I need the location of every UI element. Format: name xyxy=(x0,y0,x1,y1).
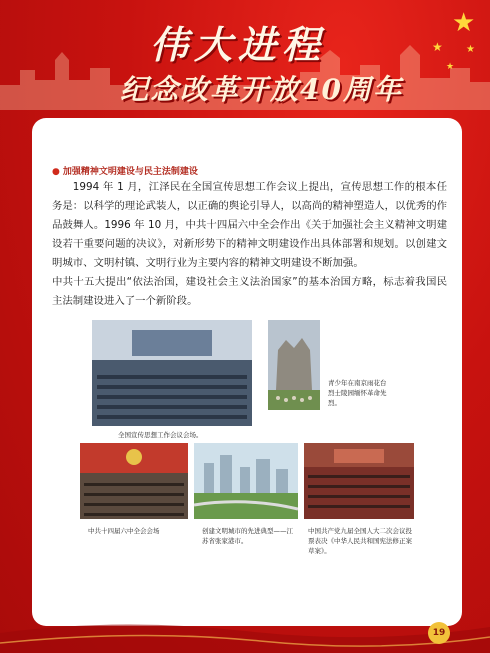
photo-caption: 青少年在南京雨花台烈士陵园缅怀革命先烈。 xyxy=(328,379,387,407)
page-number: 19 xyxy=(428,622,450,644)
page-header xyxy=(0,0,490,120)
star-icon: ★ xyxy=(446,62,455,72)
bullet-icon: ● xyxy=(52,167,60,177)
paragraph: 1994 年 1 月，江泽民在全国宣传思想工作会议上提出，宣传思想工作的根本任务是：以科学的理论武装人，以正确的舆论引导人，以高尚的精神塑造人，以优秀的作品鼓舞人。1996 年 10 月，中共十四届六中全会作出《关于加强社会主义精神文明建设若干重要问题的决议》，对新形势下的精神文明建设作出具体部署和规划。以创建文明城市、文明村镇、文明行业为主要内容的精神文明建设不断加强。 xyxy=(52,181,447,269)
star-icon: ★ xyxy=(452,8,476,38)
article-body xyxy=(52,178,447,311)
photo-memorial xyxy=(268,320,320,410)
bottom-wave-decoration xyxy=(0,613,490,653)
photo-caption: 创建文明城市的先进典型——江苏省张家港市。 xyxy=(202,527,293,545)
photo-npc-voting xyxy=(304,443,414,519)
photo-city-view xyxy=(194,443,298,519)
photo-plenary-session xyxy=(80,443,188,519)
page-subtitle: 纪念改革开放40周年 xyxy=(120,73,403,106)
content-panel xyxy=(32,118,462,626)
section-heading: ● 加强精神文明建设与民主法制建设 xyxy=(52,167,198,177)
photo-caption: 全国宣传思想工作会议会场。 xyxy=(118,431,203,439)
star-icon: ★ xyxy=(466,44,475,55)
star-icon: ★ xyxy=(432,40,443,54)
page-title: 伟大进程 xyxy=(150,22,327,67)
photo-caption: 中共十四届六中全会会场 xyxy=(88,527,160,535)
paragraph: 中共十五大提出“依法治国，建设社会主义法治国家”的基本治国方略，标志着我国民主法制建设进入了一个新阶段。 xyxy=(52,276,447,307)
photo-conference-hall xyxy=(92,320,252,426)
photo-caption: 中国共产党九届全国人大二次会议投票表决《中华人民共和国宪法修正案草案》。 xyxy=(308,527,412,555)
